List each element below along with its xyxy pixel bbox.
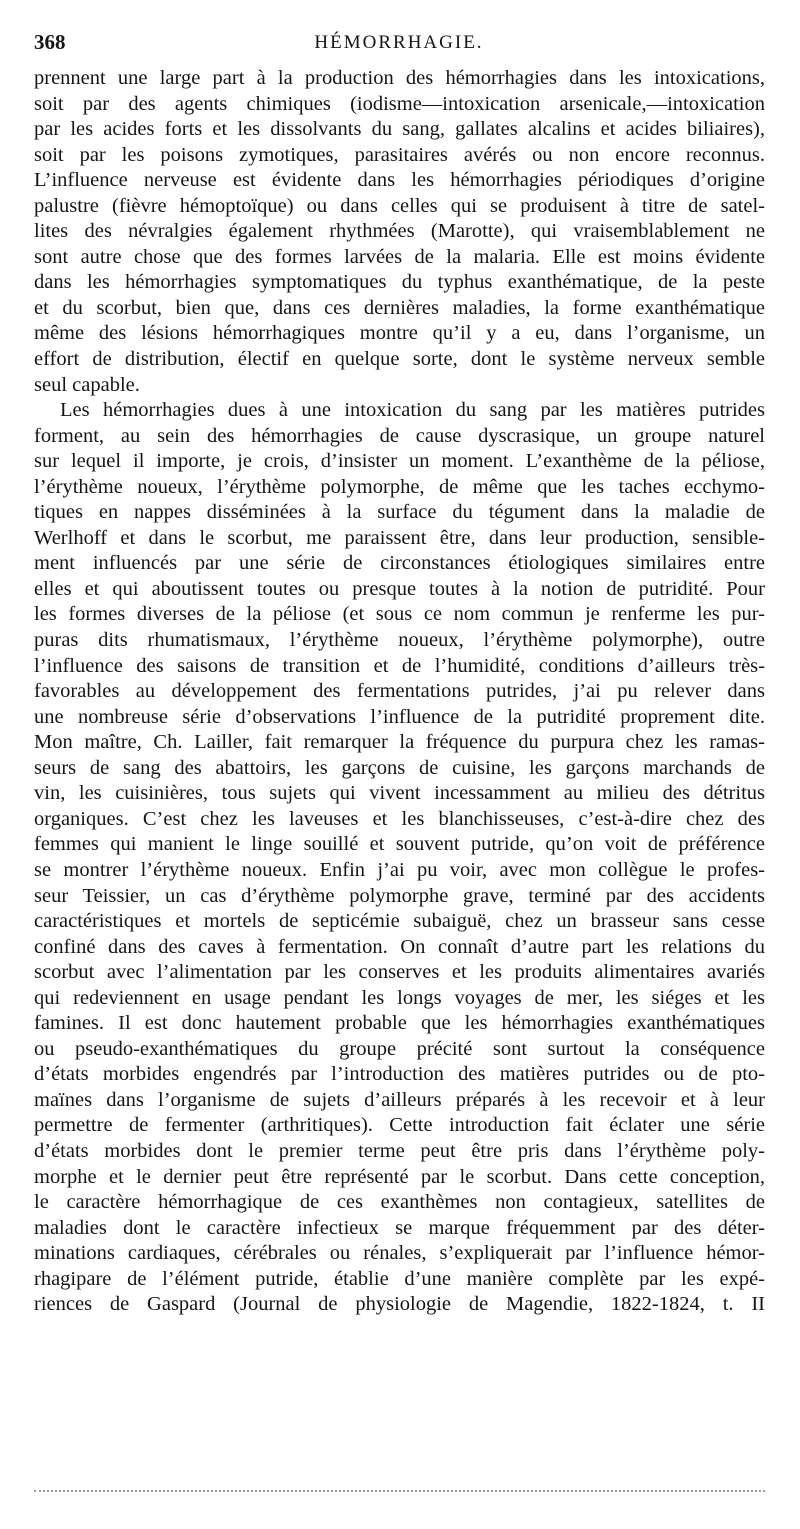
text-line: elles et qui aboutissent toutes ou presque toutes à la notion de putridité. Pour (34, 577, 765, 600)
text-line: Les hémorrhagies dues à une intoxication du sang par les matières putrides (60, 399, 765, 422)
running-head (34, 30, 764, 60)
text-line: rhagipare de l’élément putride, établie d’une manière complète par les expé- (34, 1267, 765, 1290)
text-line: femmes qui manient le linge souillé et souvent putride, qu’on voit de préférence (34, 833, 765, 856)
footer-rule (34, 1490, 765, 1492)
text-line: maladies dont le caractère infectieux se marque fréquemment par des déter- (34, 1216, 765, 1239)
text-line: scorbut avec l’alimentation par les conserves et les produits alimentaires avariés (34, 961, 765, 984)
text-line: Mon maître, Ch. Lailler, fait remarquer la fréquence du purpura chez les ramas- (34, 731, 765, 754)
text-line: l’influence des saisons de transition et de l’humidité, conditions d’ailleurs très- (34, 654, 765, 677)
text-line: une nombreuse série d’observations l’influence de la putridité proprement dite. (34, 705, 765, 728)
text-line: puras dits rhumatismaux, l’érythème noueux, l’érythème polymorphe), outre (34, 629, 765, 652)
text-line: forment, au sein des hémorrhagies de cause dyscrasique, un groupe naturel (34, 424, 765, 447)
text-line: sur lequel il importe, je crois, d’insister un moment. L’exanthème de la péliose, (34, 450, 765, 473)
text-line: d’états morbides engendrés par l’introduction des matières putrides ou de pto- (34, 1063, 765, 1086)
text-line: ou pseudo-exanthématiques du groupe précité sont surtout la conséquence (34, 1037, 765, 1060)
text-line: palustre (fièvre hémoptoïque) ou dans celles qui se produisent à titre de satel- (34, 194, 765, 217)
text-line: lites des névralgies également rhythmées (Marotte), qui vraisemblablement ne (34, 220, 765, 243)
text-line: et du scorbut, bien que, dans ces dernières maladies, la forme exanthématique (34, 296, 765, 319)
text-line: soit par des agents chimiques (iodisme—intoxication arsenicale,—intoxication (34, 92, 765, 115)
text-line: morphe et le dernier peut être représenté par le scorbut. Dans cette conception, (34, 1165, 765, 1188)
text-line: organiques. C’est chez les laveuses et les blanchisseuses, c’est-à-dire chez des (34, 807, 765, 830)
text-line: permettre de fermenter (arthritiques). Cette introduction fait éclater une série (34, 1114, 765, 1137)
text-line: seurs de sang des abattoirs, les garçons de cuisine, les garçons marchands de (34, 756, 765, 779)
text-line: minations cardiaques, cérébrales ou rénales, s’expliquerait par l’influence hémor- (34, 1242, 765, 1265)
text-line: même des lésions hémorrhagiques montre qu’il y a eu, dans l’organisme, un (34, 322, 765, 345)
text-line: seur Teissier, un cas d’érythème polymorphe grave, terminé par des accidents (34, 884, 765, 907)
text-line: caractéristiques et mortels de septicémie subaiguë, chez un brasseur sans cesse (34, 910, 765, 933)
text-line: soit par les poisons zymotiques, parasitaires avérés ou non encore reconnus. (34, 143, 765, 166)
text-line: maïnes dans l’organisme de sujets d’ailleurs préparés à les recevoir et à leur (34, 1088, 765, 1111)
text-line: famines. Il est donc hautement probable que les hémorrhagies exanthématiques (34, 1012, 765, 1035)
text-line: dans les hémorrhagies symptomatiques du typhus exanthématique, de la peste (34, 271, 765, 294)
text-line: favorables au développement des fermentations putrides, j’ai pu relever dans (34, 680, 765, 703)
body-text (34, 66, 765, 1318)
text-line: confiné dans des caves à fermentation. On connaît d’autre part les relations du (34, 935, 765, 958)
text-line: tiques en nappes disséminées à la surface du tégument dans la maladie de (34, 501, 765, 524)
page-number: 368 (34, 30, 66, 54)
text-line: se montrer l’érythème noueux. Enfin j’ai pu voir, avec mon collègue le profes- (34, 858, 765, 881)
running-title: HÉMORRHAGIE. (314, 32, 484, 53)
text-line: seul capable. (34, 373, 140, 396)
text-line: le caractère hémorrhagique de ces exanthèmes non contagieux, satellites de (34, 1191, 765, 1214)
text-line: sont autre chose que des formes larvées de la malaria. Elle est moins évidente (34, 245, 765, 268)
text-line: vin, les cuisinières, tous sujets qui vivent incessamment au milieu des détritus (34, 782, 765, 805)
text-line: effort de distribution, électif en quelque sorte, dont le système nerveux semble (34, 348, 765, 371)
text-line: l’érythème noueux, l’érythème polymorphe, de même que les taches ecchymo- (34, 475, 765, 498)
text-line: d’états morbides dont le premier terme peut être pris dans l’érythème poly- (34, 1139, 765, 1162)
text-line: riences de Gaspard (Journal de physiologie de Magendie, 1822-1824, t. II (34, 1293, 765, 1316)
text-line: par les acides forts et les dissolvants du sang, gallates alcalins et acides biliaires), (34, 118, 765, 141)
text-line: prennent une large part à la production des hémorrhagies dans les intoxications, (34, 67, 765, 89)
text-line: qui redeviennent en usage pendant les longs voyages de mer, les siéges et les (34, 986, 765, 1009)
text-line: les formes diverses de la péliose (et sous ce nom commun je renferme les pur- (34, 603, 765, 626)
text-line: ment influencés par une série de circonstances étiologiques similaires entre (34, 552, 765, 575)
text-line: L’influence nerveuse est évidente dans les hémorrhagies périodiques d’origine (34, 169, 765, 192)
text-line: Werlhoff et dans le scorbut, me paraissent être, dans leur production, sensible- (34, 526, 765, 549)
